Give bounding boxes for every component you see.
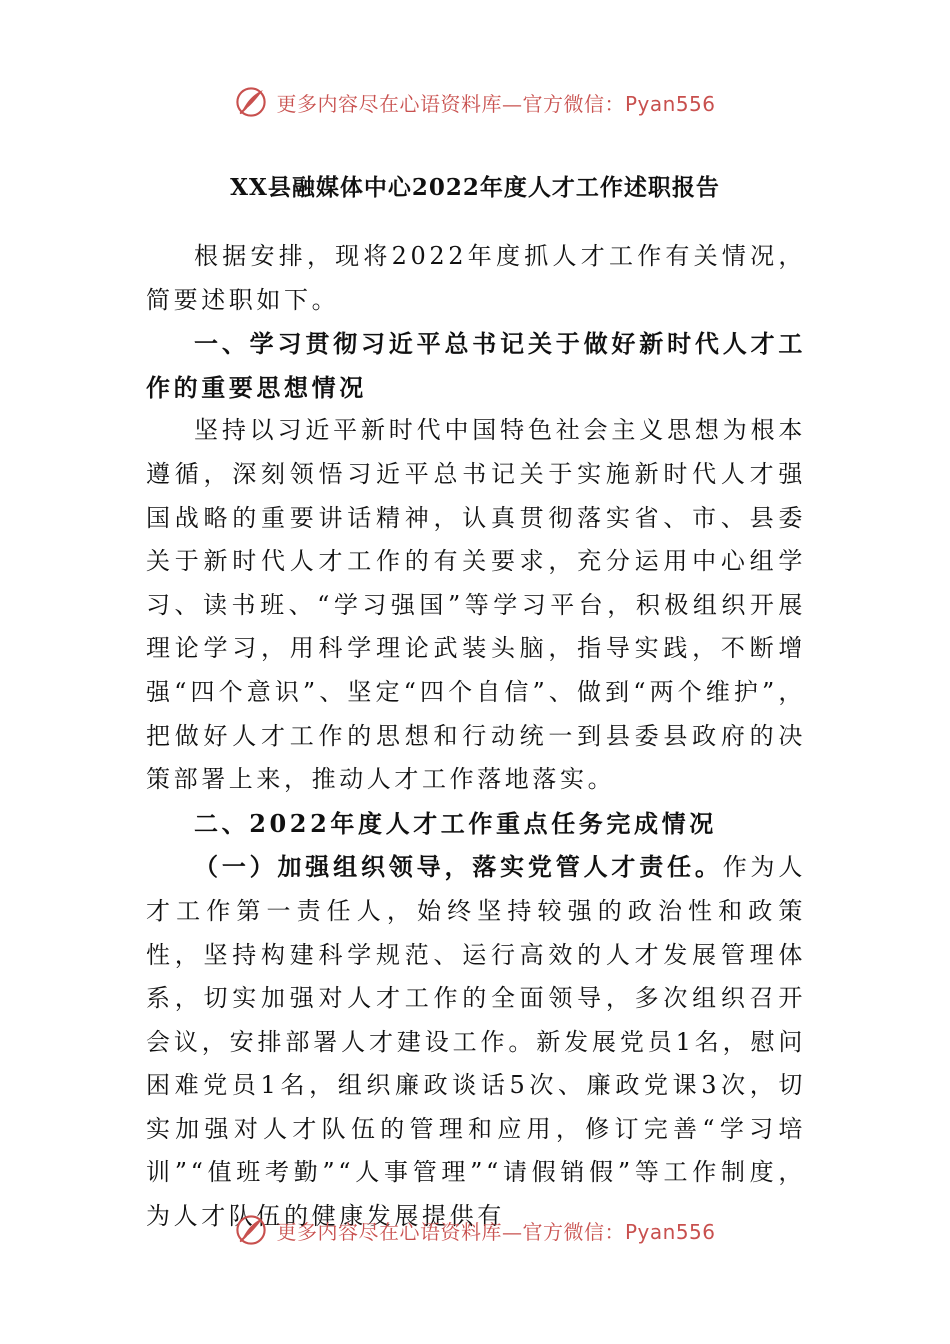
section-2-heading: 二、2022年度人才工作重点任务完成情况 xyxy=(194,808,717,838)
section-1-paragraph: 坚持以习近平新时代中国特色社会主义思想为根本遵循，深刻领悟习近平总书记关于实施新时代人才强国战略的重要讲话精神，认真贯彻落实省、市、县委关于新时代人才工作的有关要求，充分运用中心组学习、读书班、“学习强国”等学习平台，积极组织开展理论学习，用科学理论武装头脑，指导实践，不断增强“四个意识”、坚定“四个自信”、做到“两个维护”，把做好人才工作的思想和行动统一到县委县政府的决策部署上来，推动人才工作落地落实。 xyxy=(146,416,806,794)
section-2-sub1-lead: （一）加强组织领导，落实党管人才责任。 xyxy=(194,852,723,882)
watermark-text: 更多内容尽在心语资料库—官方微信：Pyan556 xyxy=(276,1219,716,1244)
document-body xyxy=(146,235,806,1239)
watermark-bottom xyxy=(0,1210,950,1250)
quill-logo-icon xyxy=(234,85,268,119)
document-title: XX县融媒体中心2022年度人才工作述职报告 xyxy=(230,174,720,201)
section-2-sub1-paragraph xyxy=(146,845,806,1238)
intro-paragraph: 根据安排，现将2022年度抓人才工作有关情况，简要述职如下。 xyxy=(146,242,806,314)
watermark-text: 更多内容尽在心语资料库—官方微信：Pyan556 xyxy=(276,91,716,116)
section-2-sub1-text: 作为人才工作第一责任人，始终坚持较强的政治性和政策性，坚持构建科学规范、运行高效的人才发展管理体系，切实加强对人才工作的全面领导，多次组织召开会议，安排部署人才建设工作。新发展党员1名，慰问困难党员1名，组织廉政谈话5次、廉政党课3次，切实加强对人才队伍的管理和应用，修订完善“学习培训”“值班考勤”“人事管理”“请假销假”等工作制度，为人才队伍的健康发展提供有 xyxy=(146,853,806,1231)
section-1-heading: 一、学习贯彻习近平总书记关于做好新时代人才工作的重要思想情况 xyxy=(146,329,806,402)
quill-logo-icon xyxy=(234,1213,268,1247)
watermark-top xyxy=(0,82,950,122)
